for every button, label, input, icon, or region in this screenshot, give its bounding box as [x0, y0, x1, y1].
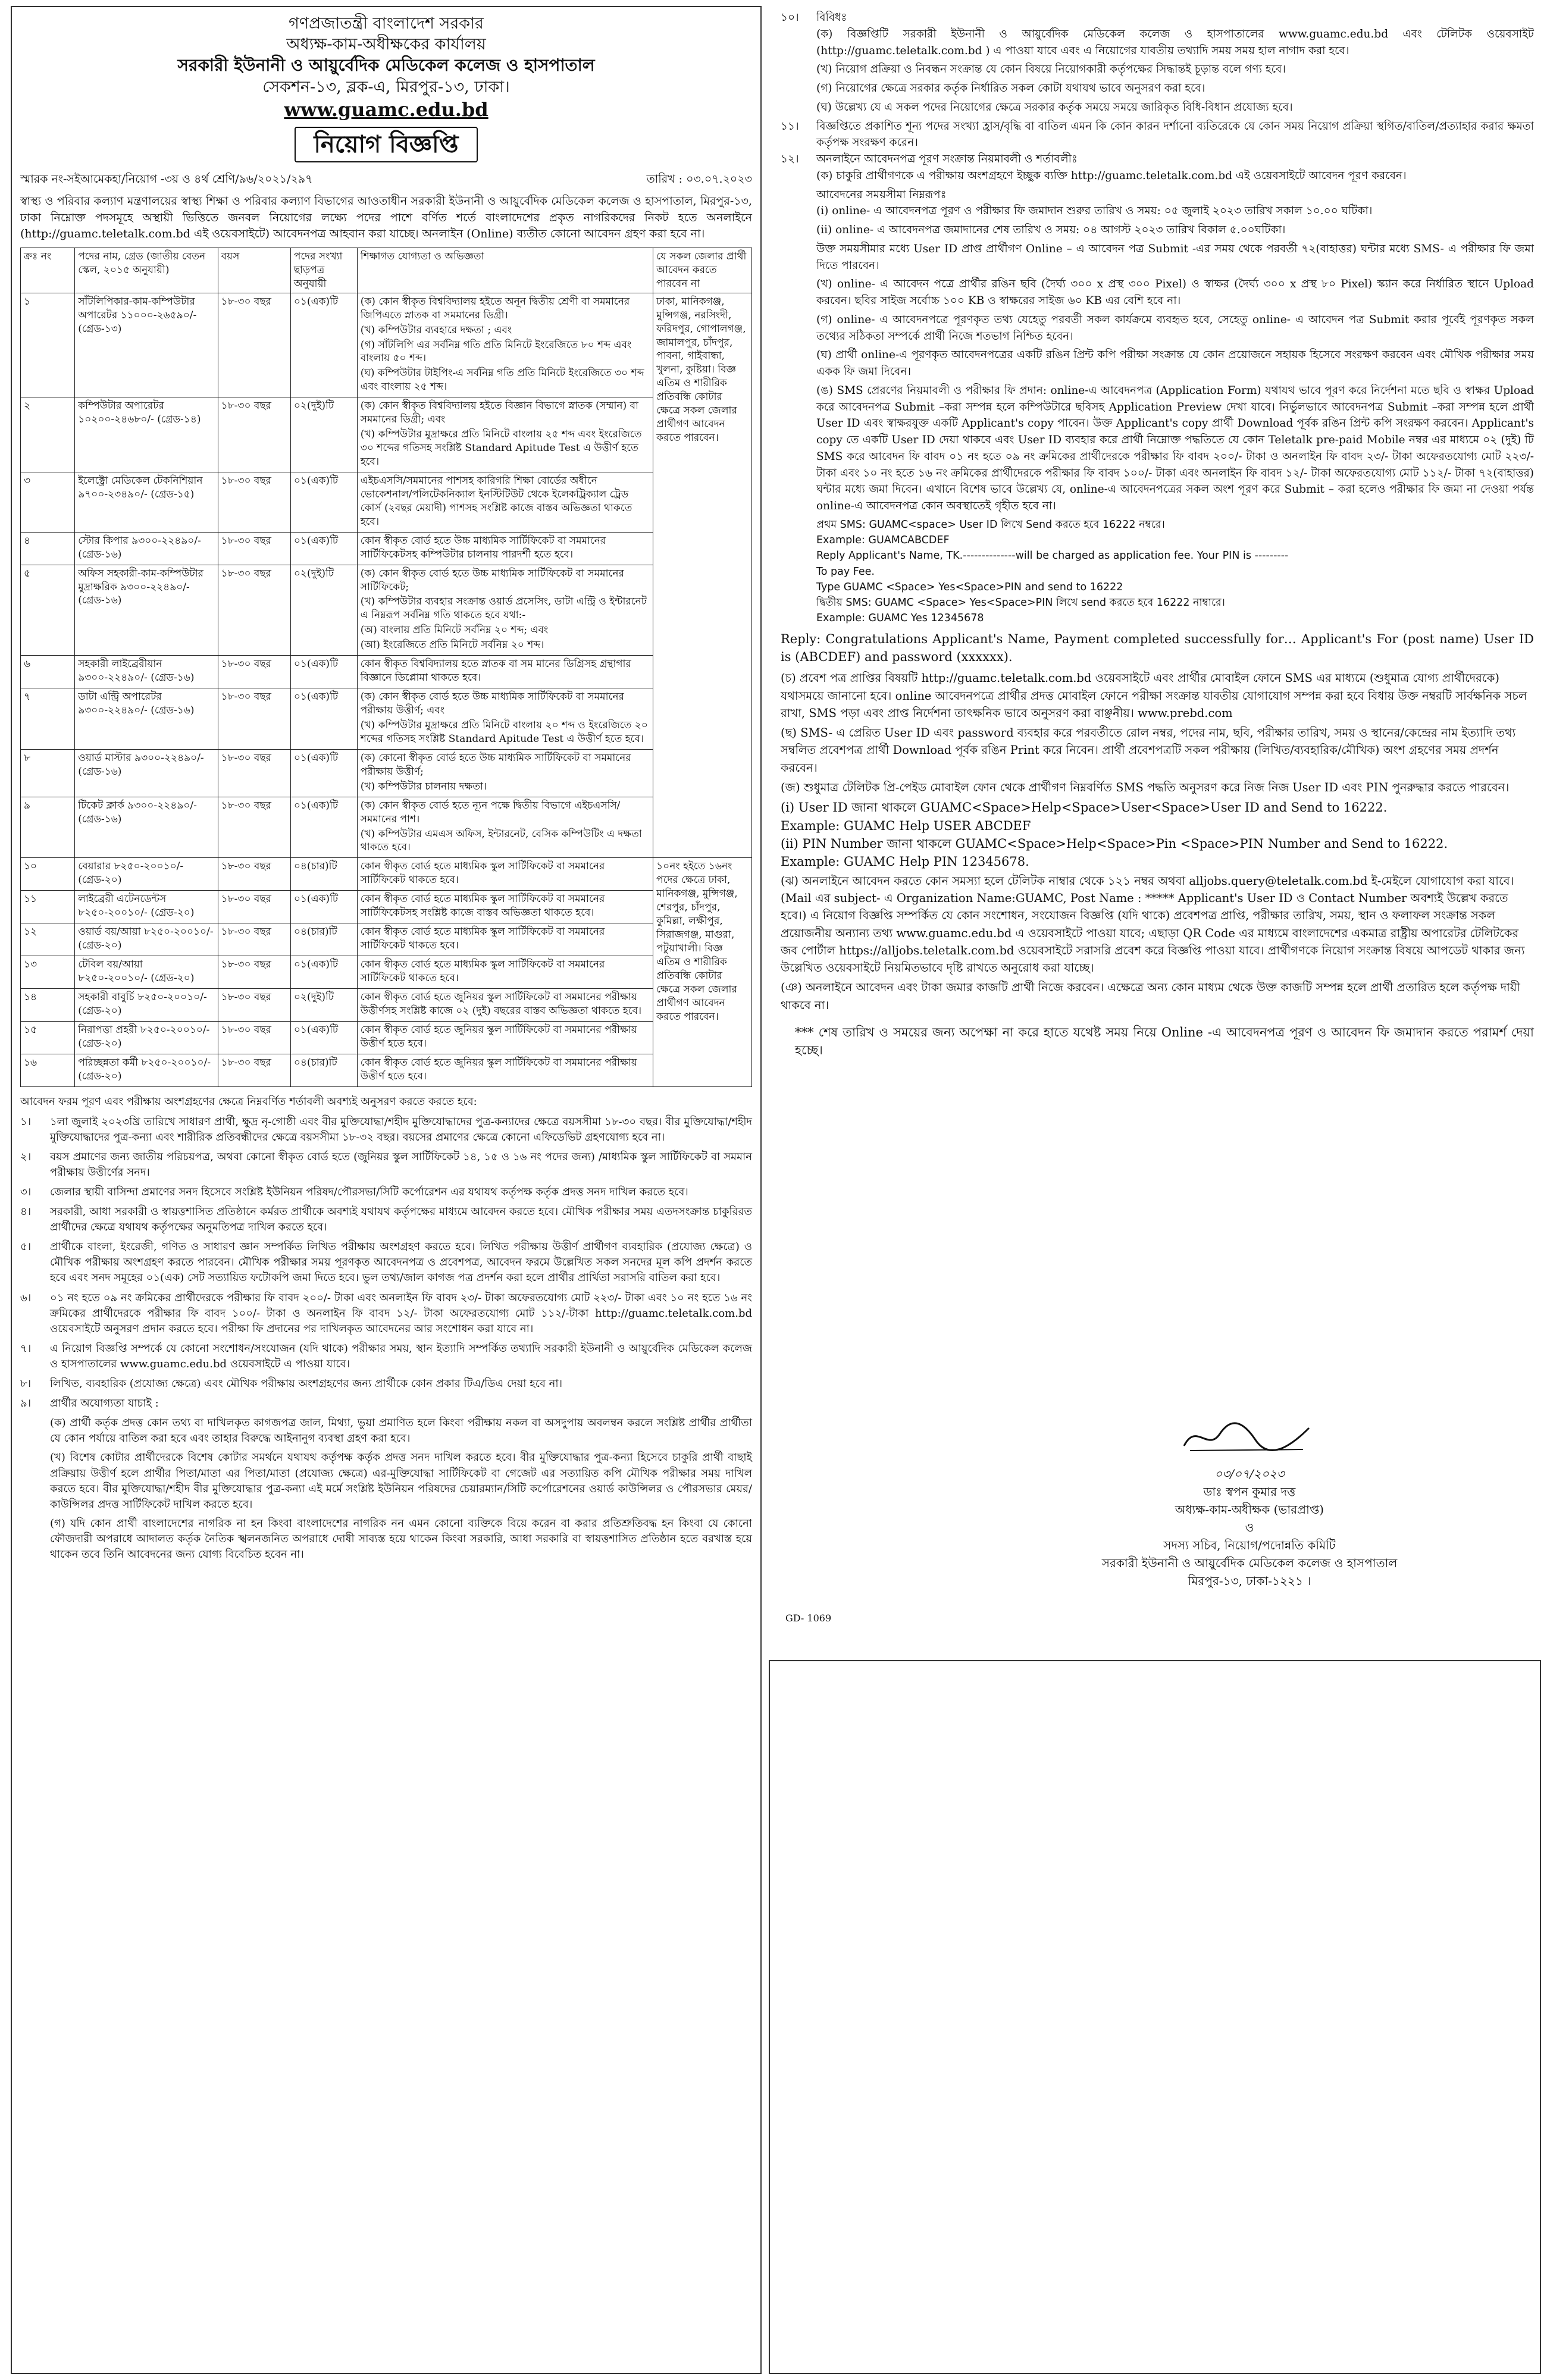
sms-line: To pay Fee.: [816, 565, 875, 578]
cell-age: ১৮-৩০ বছর: [218, 749, 290, 797]
cell-qualification: [357, 293, 653, 397]
online-clause: (খ) online- এ আবেদন পত্রে প্রার্থীর রঙিন ছবি (দৈর্ঘ্য ৩০০ x প্রস্থ ৩০০ Pixel) ও স্বাক্ষর (দৈর্ঘ্য ৩০০ x প্রস্থ ৮০ Pixel) স্ক্যান করে নির্ধারিত স্থানে Upload করবেন। ছবির সাইজ সর্বোচ্চ ১০০ KB ও স্বাক্ষরের সাইজ ৬০ KB এর বেশি হবে না।: [816, 278, 1534, 307]
condition-item: [20, 1376, 752, 1392]
cell-age: ১৮-৩০ বছর: [218, 1054, 290, 1086]
qualification-line: (ক) কোন স্বীকৃত বোর্ড হতে ন্যূন পক্ষে দ্বিতীয় বিভাগে এইচএসসি/সমমানের পাশ।: [360, 799, 621, 825]
table-row: [21, 956, 752, 989]
district-note-b: ১০নং হইতে ১৬নং পদের ক্ষেত্রে ঢাকা, মানিকগঞ্জ, মুন্সিগঞ্জ, শেরপুর, চাঁদপুর, কুমিল্লা, লক্ষীপুর, সিরাজগঞ্জ, মাগুরা, পটুয়াখালী। বিজ্ঞ এতিম ও শারীরিক প্রতিবন্ধি কোটার ক্ষেত্রে সকল জেলার প্রার্থীগণ আবেদন করতে পারবেন।: [653, 858, 752, 1086]
condition-text: সরকারী, আধা সরকারী ও স্বায়ত্তশাসিত প্রতিষ্ঠানে কর্মরত প্রার্থীকে অবশ্যই যথাযথ কর্তৃপক্ষের মাধ্যমে আবেদন করতে হবে। মৌখিক পরীক্ষার সময় এতদসংক্রান্ত চাকুরিরত প্রার্থীদের ক্ষেত্রে যথাযথ কর্তৃপক্ষের অনুমতিপত্র দাখিল করতে হবে।: [50, 1205, 752, 1234]
cell-qualification: [357, 749, 653, 797]
institution-name: সরকারী ইউনানী ও আয়ুর্বেদিক মেডিকেল কলেজ ও হাসপাতাল: [177, 55, 595, 76]
cell-qualification: [357, 1054, 653, 1086]
cell-no: ৪: [21, 532, 75, 565]
cell-count: ০১(এক)টি: [290, 472, 357, 532]
condition-item: [20, 1204, 752, 1235]
cell-post: ডাটা এন্ট্রি অপারেটর ৯৩০০-২২৪৯০/- (গ্রেড-১৬): [75, 688, 218, 750]
cell-count: ০৪(চার)টি: [290, 923, 357, 956]
condition-text: ০১ নং হতে ০৯ নং ক্রমিকের প্রার্থীদেরকে পরীক্ষার ফি বাবদ ২০০/- টাকা এবং অনলাইন ফি বাবদ ২৩/- টাকা অফেরতযোগ্য মোট ২২৩/- টাকা এবং ১০ নং হতে ১৬ নং ক্রমিকের প্রার্থীদেরকে পরীক্ষার ফি বাবদ ১০০/- টাকা ও অনলাইন ফি বাবদ ১২/- টাকা অফেরতযোগ্য মোট ১১২/-টাকা http://guamc.teletalk.com.bd ওয়েবসাইটে অনুসরণ প্রদান করতে হবে। পরীক্ষা ফি প্রদানের পর দাখিলকৃত আবেদনের আর সংশোধন করা যাবে না।: [50, 1291, 752, 1335]
time-line: উক্ত সময়সীমার মধ্যে User ID প্রাপ্ত প্রার্থীগণ Online – এ আবেদন পত্র Submit -এর সময় থেকে পরবর্তী ৭২(বাহাত্তর) ঘন্টার মধ্যে SMS- এ পরীক্ষার ফি জমা দিতে পারবেন।: [816, 242, 1534, 272]
col-qualification: শিক্ষাগত যোগ্যতা ও অভিজ্ঞতা: [357, 248, 653, 293]
cell-qualification: [357, 858, 653, 891]
notice-left-column: [11, 6, 762, 2374]
signatory-committee: সদস্য সচিব, নিয়োগ/পদোন্নতি কমিটি: [1163, 1538, 1336, 1552]
sms-line: দ্বিতীয় SMS: GUAMC <Space> Yes<Space>PIN লিখে send করতে হবে 16222 নাম্বারে।: [816, 597, 1225, 609]
table-row: [21, 1021, 752, 1054]
cell-age: ১৮-৩০ বছর: [218, 891, 290, 923]
cell-qualification: [357, 565, 653, 656]
sms-line: Example: GUAMC Yes 12345678: [816, 612, 984, 625]
reference-line: [20, 171, 752, 190]
cell-count: ০১(এক)টি: [290, 891, 357, 923]
cell-post: পরিচ্ছন্নতা কর্মী ৮২৫০-২০০১০/- (গ্রেড-২০): [75, 1054, 218, 1086]
cell-age: ১৮-৩০ বছর: [218, 532, 290, 565]
qualification-line: (ক) কোন স্বীকৃত বিশ্ববিদ্যালয় হইতে বিজ্ঞান বিভাগে স্নাতক (সম্মান) বা সমমানের ডিগ্রী; এবং: [360, 400, 638, 426]
cell-age: ১৮-৩০ বছর: [218, 656, 290, 688]
address-line: সেকশন-১৩, ব্লক-এ, মিরপুর-১৩, ঢাকা।: [262, 77, 510, 96]
condition-number: ৬।: [20, 1291, 32, 1304]
govt-line: গণপ্রজাতন্ত্রী বাংলাদেশ সরকার: [289, 14, 484, 33]
condition-number: ৭।: [20, 1342, 32, 1355]
cell-count: ০৪(চার)টি: [290, 1054, 357, 1086]
cell-post: লাইব্রেরী এটেনডেন্টস ৮২৫০-২০০১০/- (গ্রেড-২০): [75, 891, 218, 923]
condition-item: [20, 1396, 752, 1411]
condition-item: [20, 1185, 752, 1200]
qualification-line: এইচএসসি/সমমানের পাশসহ কারিগরি শিক্ষা বোর্ডের অধীনে ভোকেশনাল/পলিটেকনিক্যাল ইনস্টিটিউট থেকে ইলেকট্রিক্যাল ট্রেড কোর্স (২বছর মেয়াদী) পাশসহ সংশ্লিষ্ট কাজে বাস্তব অভিজ্ঞতা থাকতে হবে।: [360, 474, 632, 528]
qualification-line: (খ) কম্পিউটার মুদ্রাক্ষরে প্রতি মিনিটে বাংলায় ২০ শব্দ ও ইংরেজিতে ২০ শব্দের গতিসহ সংশ্লিষ্ট Standard Apitude Test এ উত্তীর্ণ হতে হবে।: [360, 719, 648, 745]
cell-count: ০১(এক)টি: [290, 956, 357, 989]
disqualification-clause: (ক) প্রার্থী কর্তৃক প্রদত্ত কোন তথ্য বা দাখিলকৃত কাগজপত্র জাল, মিথ্যা, ভুয়া প্রমাণিত হলে কিংবা পরীক্ষায় নকল বা অসদুপায় অবলম্বন করলে সংশ্লিষ্ট প্রার্থীর প্রার্থীতা যে কোন পর্যায়ে বাতিল করা হবে এবং তাহার বিরুদ্ধে আইনানুগ ব্যবস্থা গ্রহণ করা হবে।: [50, 1417, 752, 1445]
col-post: পদের নাম, গ্রেড (জাতীয় বেতন স্কেল, ২০১৫ অনুযায়ী): [75, 248, 218, 293]
qualification-line: (ঘ) কম্পিউটার টাইপিং-এ সর্বনিম্ন গতি প্রতি মিনিটে ইংরেজিতে ৩০ শব্দ এবং বাংলায় ২৫ শব্দ।: [360, 367, 644, 393]
cell-qualification: [357, 1021, 653, 1054]
table-row: [21, 688, 752, 750]
online-application-section: ১২। অনলাইনে আবেদনপত্র পূরণ সংক্রান্ত নিয়মাবলী ও শর্তাবলীঃ (ক) চাকুরি প্রার্থীগণকে এ পরীক্ষায় অংশগ্রহণে ইচ্ছুক ব্যক্তি http://guamc.teletalk.com.bd এই ওয়েবসাইটে আবেদন পূরণ করবেন। আবেদনের সময়সীমা নিম্নরূপঃ (i) online- এ আবেদনপত্র পূরণ ও পরীক্ষার ফি জমাদান শুরুর তারিখ ও সময়: ০৫ জুলাই ২০২৩ তারিখ সকাল ১০.০০ ঘটিকা। (ii) online- এ আবেদনপত্র জমাদানের শেষ তারিখ ও সময়: ০৪ আগস্ট ২০২৩ তারিখ বিকাল ৫.০০ঘটিকা। উক্ত সময়সীমার মধ্যে User ID প্রাপ্ত প্রার্থীগণ Online – এ আবেদন পত্র Submit -এর সময় থেকে পরবর্তী ৭২(বাহাত্তর) ঘন্টার মধ্যে SMS- এ পরীক্ষার ফি জমা দিতে পারবেন। (খ) online- এ আবেদন পত্রে প্রার্থীর রঙিন ছবি (দৈর্ঘ্য ৩০০ x প্রস্থ ৩০০ Pixel) ও স্বাক্ষর (দৈর্ঘ্য ৩০০ x প্রস্থ ৮০ Pixel) স্ক্যান করে নির্ধারিত স্থানে Upload করবেন। ছবির সাইজ সর্বোচ্চ ১০০ KB ও স্বাক্ষরের সাইজ ৬০ KB এর বেশি হবে না। (গ) online- এ আবেদনপত্রে পূরণকৃত তথ্য যেহেতু পরবর্তী সকল কার্যক্রমে ব্যবহৃত হবে, সেহেতু online- এ আবেদন পত্র Submit করার পূর্বেই পূরণকৃত সকল তথ্যের সঠিকতা সম্পর্কে প্রার্থী নিজে শতভাগ নিশ্চিত হবেন। (ঘ) প্রার্থী online-এ পূরণকৃত আবেদনপত্রের একটি রঙিন প্রিন্ট কপি পরীক্ষা সংক্রান্ত যে কোন প্রয়োজনে সহায়ক হিসেবে সংরক্ষণ করবেন এবং মৌখিক পরীক্ষার সময় একক ফি জমা দিবেন। (ঙ) SMS প্রেরণের নিয়মাবলী ও পরীক্ষার ফি প্রদান: online-এ আবেদনপত্র (Application Form) যথাযথ ভাবে পূরণ করে নির্দেশনা মতে ছবি ও স্বাক্ষর Upload করে আবেদনপত্র Submit –করা সম্পন্ন হলে কম্পিউটারে ছবিসহ Application Preview দেখা যাবে। নির্ভুলভাবে আবেদনপত্র Submit –করা সম্পন্ন হলে প্রার্থী User ID এবং স্বাক্ষরযুক্ত একটি Applicant's copy পাবেন। উক্ত Applicant's copy প্রার্থী Download পূর্বক রঙিন প্রিন্ট কপি সংরক্ষণ করবেন। Applicant's copy তে একটি User ID দেয়া থাকবে এবং User ID ব্যবহার করে প্রার্থী নিম্নোক্ত পদ্ধতিতে যে কোন Teletalk pre-paid Mobile নম্বর এর মাধ্যমে ০২ (দুই) টি SMS করে আবেদন ফি বাবদ ০১ নং হতে ০৯ নং ক্রমিকের প্রার্থীদেরকে পরীক্ষার ফি বাবদ ২০০/- টাকা ও অনলাইন ফি বাবদ ২৩/- টাকা অফেরতযোগ্য মোট ২২৩/- টাকা এবং ১০ নং হতে ১৬ নং ক্রমিকের প্রার্থীদেরকে পরীক্ষার ফি বাবদ ১০০/- টাকা এবং অনলাইন ফি বাবদ ১২/- টাকা অফেরতযোগ্য মোট ১১২/- টাকা ৭২(বাহাত্তর) ঘন্টার মধ্যে জমা দিবেন। এখানে বিশেষ ভাবে উল্লেখ্য যে, online-এ আবেদনপত্রের সকল অংশ পূরণ করে Submit – করা হলেও পরীক্ষার ফি জমা না দেওয়া পর্যন্ত online-এ আবেদনপত্র কোন অবস্থাতেই গৃহীত হবে না। প্রথম SMS: GUAMC<space> User ID লিখে Send করতে হবে 16222 নম্বরে। Example: GUAMCABCDEF Reply Applicant's Name, TK.--------------will be charged as application fee. Your PIN is --------- To pay Fee. Type GUAMC <Space> Yes<Space>PIN and send to 16222 দ্বিতীয় SMS: GUAMC <Space> Yes<Space>PIN লিখে send করতে হবে 16222 নাম্বারে। Example: GUAMC Yes 12345678: [781, 151, 1534, 627]
col-serial: ক্রঃ নং: [21, 248, 75, 293]
qualification-line: কোন স্বীকৃত বোর্ড হতে জুনিয়র স্কুল সার্টিফিকেট বা সমমানের পরীক্ষায় উত্তীর্ণ হতে হবে।: [360, 1023, 637, 1050]
condition-text: প্রার্থীর অযোগ্যতা যাচাই :: [50, 1397, 159, 1410]
condition-text: ১লা জুলাই ২০২৩খ্রি তারিখে সাধারণ প্রার্থী, ক্ষুদ্র নৃ-গোষ্ঠী এবং বীর মুক্তিযোদ্ধা/শহীদ মুক্তিযোদ্ধাদের পুত্র-কন্যাদের ক্ষেত্রে বয়সসীমা ১৮-৩০ বছর। বীর মুক্তিযোদ্ধা/শহীদ মুক্তিযোদ্ধাদের পুত্র-কন্যা এবং শারীরিক প্রতিবন্ধীদের ক্ষেত্রে বয়সসীমা ১৮-৩২ বছর। বয়সের প্রমাণের ক্ষেত্রে কোনো এফিডেভিট গ্রহণযোগ্য হবে না।: [50, 1115, 752, 1144]
qualification-line: কোন স্বীকৃত বোর্ড হতে মাধ্যমিক স্কুল সার্টিফিকেট বা সমমানের সার্টিফিকেট থাকতে হবে।: [360, 860, 605, 887]
condition-number: ২।: [20, 1150, 32, 1163]
signature-scrawl-icon: [1172, 1416, 1327, 1458]
cell-count: ০১(এক)টি: [290, 532, 357, 565]
cell-qualification: [357, 988, 653, 1021]
memo-number: স্মারক নং-সইআমেকহা/নিয়োগ -৩য় ও ৪র্থ শ্রেণি/৯৬/২০২১/২৯৭: [20, 173, 313, 186]
cell-no: ১৬: [21, 1054, 75, 1086]
cell-qualification: [357, 797, 653, 858]
cell-no: ৫: [21, 565, 75, 656]
online-clause: (গ) online- এ আবেদনপত্রে পূরণকৃত তথ্য যেহেতু পরবর্তী সকল কার্যক্রমে ব্যবহৃত হবে, সেহেতু online- এ আবেদন পত্র Submit করার পূর্বেই পূরণকৃত সকল তথ্যের সঠিকতা সম্পর্কে প্রার্থী নিজে শতভাগ নিশ্চিত হবেন।: [816, 313, 1534, 343]
signature-block: [1012, 1416, 1488, 1590]
posts-table: [20, 248, 752, 1087]
sms-line: Reply Applicant's Name, TK.--------------will be charged as application fee. Your PIN is ---------: [816, 550, 1289, 562]
condition-text: বয়স প্রমাণের জন্য জাতীয় পরিচয়পত্র, অথবা কোনো স্বীকৃত বোর্ড হতে (জুনিয়র স্কুল সার্টিফিকেট ১৪, ১৫ ও ১৬ নং পদের জন্য) /মাধ্যমিক স্কুল সার্টিফিকেট বা সমমান পরীক্ষায় উত্তীর্ণের সনদ।: [50, 1150, 752, 1179]
signatory-name: ডাঃ স্বপন কুমার দত্ত: [1203, 1485, 1296, 1499]
cell-post: সহকারী বাবুর্চি ৮২৫০-২০০১০/- (গ্রেড-২০): [75, 988, 218, 1021]
qualification-line: কোন স্বীকৃত বোর্ড হতে মাধ্যমিক স্কুল সার্টিফিকেট বা সমমানের সার্টিফিকেটসহ সংশ্লিষ্ট কাজে বাস্তব অভিজ্ঞতা থাকতে হবে।: [360, 893, 605, 919]
cell-qualification: [357, 923, 653, 956]
cell-post: বেয়ারার ৮২৫০-২০০১০/- (গ্রেড-২০): [75, 858, 218, 891]
misc-clause: (গ) নিয়োগের ক্ষেত্রে সরকার কর্তৃক নির্ধারিত সকল কোটা যথাযথ ভাবে অনুসরণ করা হবে।: [816, 82, 1205, 95]
qualification-line: (ক) কোন স্বীকৃত বোর্ড হতে উচ্চ মাধ্যমিক সার্টিফিকেট বা সমমানের পরীক্ষায় উত্তীর্ণ; এবং: [360, 691, 624, 717]
table-row: [21, 988, 752, 1021]
misc-heading: বিবিধঃ: [816, 11, 847, 24]
admit-clause: (জ) শুধুমাত্র টেলিটক প্রি-পেইড মোবাইল ফোন থেকে প্রার্থীগণ নিম্নবর্ণিত SMS পদ্ধতি অনুসরণ করে নিজ নিজ User ID এবং PIN পুনরুদ্ধার করতে পারবেন।: [781, 780, 1510, 794]
cell-count: ০২(দুই)টি: [290, 988, 357, 1021]
cell-qualification: [357, 532, 653, 565]
cell-age: ১৮-৩০ বছর: [218, 956, 290, 989]
condition-number: ৯।: [20, 1397, 32, 1410]
cell-no: ৬: [21, 656, 75, 688]
cell-age: ১৮-৩০ বছর: [218, 397, 290, 472]
time-heading: আবেদনের সময়সীমা নিম্নরূপঃ: [816, 188, 947, 201]
qualification-line: (আ) ইংরেজিতে প্রতি মিনিটে সর্বনিম্ন ২০ শব্দ।: [360, 639, 544, 652]
signatory-and: ও: [1245, 1520, 1254, 1535]
qualification-line: কোন স্বীকৃত বোর্ড হতে মাধ্যমিক স্কুল সার্টিফিকেট বা সমমানের সার্টিফিকেট থাকতে হবে।: [360, 926, 605, 952]
cell-post: স্টোর কিপার ৯৩০০-২২৪৯০/- (গ্রেড-১৬): [75, 532, 218, 565]
cell-post: টিকেট ক্লার্ক ৯৩০০-২২৪৯০/- (গ্রেড-১৬): [75, 797, 218, 858]
condition-text: প্রার্থীকে বাংলা, ইংরেজী, গণিত ও সাধারণ জ্ঞান সম্পর্কিত লিখিত পরীক্ষায় অংশগ্রহণ করতে হবে। লিখিত পরীক্ষায় উত্তীর্ণ প্রার্থীগণ ব্যবহারিক (প্রযোজ্য ক্ষেত্রে) ও মৌখিক পরীক্ষায় অংশগ্রহণ করতে পারবেন। মৌখিক পরীক্ষার সময় পূরণকৃত আবেদনপত্র ও প্রবেশপত্র, আবেদন ফরমে উল্লেখিত সকল সনদের মূল কপি প্রদর্শন করতে হবে এবং সনদ সমূহের ০১(এক) সেট সত্যায়িত ফটোকপি জমা দিতে হবে। ভুল তথ্য/জাল কাগজ পত্র প্রদর্শন করা হলে প্রার্থীর প্রার্থিতা সরাসরি বাতিল করা হবে।: [50, 1241, 752, 1285]
cell-post: নিরাপত্তা প্রহরী ৮২৫০-২০০১০/- (গ্রেড-২০): [75, 1021, 218, 1054]
condition-number: ৮।: [20, 1377, 32, 1391]
col-districts: যে সকল জেলার প্রার্থী আবেদন করতে পারবেন না: [653, 248, 752, 293]
condition-number: ৩।: [20, 1186, 32, 1198]
qualification-line: কোন স্বীকৃত বিশ্ববিদ্যালয় হতে স্নাতক বা সম মানের ডিগ্রিসহ গ্রন্থাগার বিজ্ঞানে ডিপ্লোমা থাকতে হবে।: [360, 658, 631, 684]
time-line: (i) online- এ আবেদনপত্র পূরণ ও পরীক্ষার ফি জমাদান শুরুর তারিখ ও সময়: ০৫ জুলাই ২০২৩ তারিখ সকাল ১০.০০ ঘটিকা।: [816, 205, 1373, 218]
signatory-address: মিরপুর-১৩, ঢাকা-১২২১ ।: [1188, 1574, 1311, 1588]
disqualification-clause: (গ) যদি কোন প্রার্থী বাংলাদেশের নাগরিক না হন কিংবা বাংলাদেশের নাগরিক নন এমন কোনো ব্যক্তিকে বিয়ে করেন বা করার প্রতিশ্রুতিবদ্ধ হন কিংবা যে কোনো ফৌজদারী অপরাধে আদালত কর্তৃক নৈতিক স্খলনজনিত অপরাধে দোষী সাব্যস্ত হয়ে থাকেন কিংবা সরকারি, আধা সরকারি বা স্বায়ত্তশাসিত প্রতিষ্ঠান হতে বরখাস্ত হয়ে থাকেন তবে তিনি আবেদনের জন্য যোগ্য বিবেচিত হবেন না।: [50, 1517, 752, 1561]
cell-no: ৮: [21, 749, 75, 797]
qualification-line: (ক) কোনো স্বীকৃত বোর্ড হতে উচ্চ মাধ্যমিক সার্টিফিকেট বা সমমানের পরীক্ষায় উত্তীর্ণ;: [360, 751, 631, 778]
online-heading: অনলাইনে আবেদনপত্র পূরণ সংক্রান্ত নিয়মাবলী ও শর্তাবলীঃ: [816, 153, 1078, 165]
contact-clause: (ঝ) অনলাইনে আবেদন করতে কোন সমস্যা হলে টেলিটক নাম্বার থেকে ১২১ নম্বর অথবা alljobs.query@teletalk.com.bd ই-মেইলে যোগাযোগ করা যাবে। (Mail এর subject- এ Organization Name:GUAMC, Post Name : ***** Applicant's User ID ও Contact Number অবশ্যই উল্লেখ করতে হবে।) এ নিয়োগ বিজ্ঞপ্তি সম্পর্কিত যে কোন সংশোধন, সংযোজন বিজ্ঞপ্তি (যদি থাকে) প্রবেশপত্র প্রাপ্তি, পরীক্ষার তারিখ, সময়, স্থান ও ফলাফল সংক্রান্ত সকল প্রয়োজনীয় অন্যান্য তথ্য www.guamc.edu.bd এ ওয়েবসাইটে পাওয়া যাবে; এছাড়া QR Code এর মাধ্যমে বাংলাদেশের একমাত্র রাষ্ট্রীয় অপারেটর টেলিটকের জব পোর্টাল https://alljobs.teletalk.com.bd ওয়েবসাইটে সরাসরি প্রবেশ করে বিজ্ঞপ্তি পাওয়া যাবে। প্রার্থীগণকে নিয়োগ সংক্রান্ত বিষয়ে আপডেট থাকার জন্য উল্লেখিত ওয়েবসাইটে নিয়মিতভাবে দৃষ্টি রাখতে অনুরোধ করা যাচ্ছে।: [781, 873, 1525, 975]
table-row: [21, 656, 752, 688]
cell-age: ১৮-৩০ বছর: [218, 565, 290, 656]
table-row: [21, 797, 752, 858]
cell-no: ৭: [21, 688, 75, 750]
sms-line: Example: GUAMCABCDEF: [816, 534, 950, 546]
condition-item: [20, 1114, 752, 1145]
qualification-line: (খ) কম্পিউটার ব্যবহার সংক্রান্ত ওয়ার্ড প্রসেসিং, ডাটা এন্ট্রি ও ইন্টারনেট এ নিম্নরূপ সর্বনিম্ন গতি থাকতে হবে যথা:-: [360, 596, 647, 622]
table-row: [21, 397, 752, 472]
condition-item: [20, 1341, 752, 1372]
qualification-line: (খ) কম্পিউটার চালনায় দক্ষতা।: [360, 780, 487, 793]
misc-section: ১০। বিবিধঃ (ক) বিজ্ঞপ্তিটি সরকারী ইউনানী ও আয়ুর্বেদিক মেডিকেল কলেজ ও হাসপাতালের www.guamc.edu.bd এবং টেলিটক ওয়েবসাইট (http://guamc.teletalk.com.bd ) এ পাওয়া যাবে এবং এ নিয়োগের যাবতীয় তথ্যাদি সময় সময় হাল নাগাদ করা হবে। (খ) নিয়োগ প্রক্রিয়া ও নিবন্ধন সংক্রান্ত যে কোন বিষয়ে নিয়োগকারী কর্তৃপক্ষের সিদ্ধান্তই চূড়ান্ত বলে গণ্য হবে। (গ) নিয়োগের ক্ষেত্রে সরকার কর্তৃক নির্ধারিত সকল কোটা যথাযথ ভাবে অনুসরণ করা হবে। (ঘ) উল্লেখ্য যে এ সকল পদের নিয়োগের ক্ষেত্রে সরকার কর্তৃক সময়ে সময়ে জারিকৃত বিধি-বিধান প্রযোজ্য হবে।: [781, 10, 1534, 118]
cell-post: অফিস সহকারী-কাম-কম্পিউটার মুদ্রাক্ষরিক ৯৩০০-২২৪৯০/- (গ্রেড-১৬): [75, 565, 218, 656]
sms-line: প্রথম SMS: GUAMC<space> User ID লিখে Send করতে হবে 16222 নম্বরে।: [816, 518, 1165, 531]
signature-date: ০৩/০৭/২০২৩: [1214, 1467, 1285, 1481]
cell-age: ১৮-৩০ বছর: [218, 293, 290, 397]
cell-count: ০১(এক)টি: [290, 688, 357, 750]
cell-qualification: [357, 656, 653, 688]
cell-qualification: [357, 472, 653, 532]
cell-post: সহকারী লাইব্রেরীয়ান ৯৩০০-২২৪৯০/- (গ্রেড-১৬): [75, 656, 218, 688]
recover-line: (i) User ID জানা থাকলে GUAMC<Space>Help<Space>User<Space>User ID and Send to 16222.: [781, 800, 1388, 815]
disqualification-clause: (খ) বিশেষ কোটার প্রার্থীদেরকে বিশেষ কোটার সমর্থনে যথাযথ কর্তৃপক্ষ কর্তৃক প্রদত্ত সনদ দাখিল করতে হবে। বীর মুক্তিযোদ্ধার পুত্র-কন্যা হিসেবে চাকুরি প্রার্থী বাছাই প্রক্রিয়ায় উত্তীর্ণ হলে প্রার্থীর পিতা/মাতা এর পিতা/মাতা (প্রযোজ্য ক্ষেত্রে) এর-মুক্তিযোদ্ধা সার্টিফিকেট বা গেজেট এর সত্যায়িত কপি মৌখিক পরীক্ষার সময় দাখিল করতে হবে। বীর মুক্তিযোদ্ধা/শহীদ বীর মুক্তিযোদ্ধার পুত্র-কন্যা এই মর্মে সংশ্লিষ্ট ইউনিয়ন পরিষদের চেয়ারম্যান/সিটি কর্পোরেশনের ওয়ার্ড কাউন্সিলর ও পৌরসভার মেয়র/কাউন্সিলর প্রদত্ত সার্টিফিকেট দাখিল করতে হবে।: [50, 1451, 752, 1511]
qualification-line: কোন স্বীকৃত বোর্ড হতে উচ্চ মাধ্যমিক সার্টিফিকেট বা সমমানের সার্টিফিকেটসহ কম্পিউটার চালনায় পারদর্শী হতে হবে।: [360, 534, 606, 560]
signatory-title: অধ্যক্ষ-কাম-অধীক্ষক (ভারপ্রাপ্ত): [1175, 1502, 1324, 1517]
online-clause: (ঘ) প্রার্থী online-এ পূরণকৃত আবেদনপত্রের একটি রঙিন প্রিন্ট কপি পরীক্ষা সংক্রান্ত যে কোন প্রয়োজনে সহায়ক হিসেবে সংরক্ষণ করবেন এবং মৌখিক পরীক্ষার সময় একক ফি জমা দিবেন।: [816, 349, 1534, 378]
qualification-line: (ক) কোন স্বীকৃত বিশ্ববিদ্যালয় হইতে অনূন দ্বিতীয় শ্রেণী বা সমমানের জিপিএতে স্নাতক বা সমমানের ডিগ্রী।: [360, 295, 630, 321]
cell-count: ০১(এক)টি: [290, 656, 357, 688]
condition-number: ১।: [20, 1115, 32, 1128]
cell-no: ১৫: [21, 1021, 75, 1054]
qualification-line: (খ) কম্পিউটার এমএস অফিস, ইন্টারনেট, বেসিক কম্পিউটিং এ দক্ষতা থাকতে হবে।: [360, 828, 642, 854]
condition-number: ৫।: [20, 1241, 32, 1254]
website-link[interactable]: www.guamc.edu.bd: [284, 98, 488, 121]
table-row: [21, 472, 752, 532]
misc-clause: (ঘ) উল্লেখ্য যে এ সকল পদের নিয়োগের ক্ষেত্রে সরকার কর্তৃক সময়ে সময়ে জারিকৃত বিধি-বিধান প্রযোজ্য হবে।: [816, 101, 1293, 114]
cell-qualification: [357, 891, 653, 923]
qualification-line: (খ) কম্পিউটার মুদ্রাক্ষরে প্রতি মিনিটে বাংলায় ২৫ শব্দ এবং ইংরেজিতে ৩০ শব্দের গতিসহ সংশ্লিষ্ট Standard Apitude Test এ উত্তীর্ণ হতে হবে।: [360, 428, 642, 468]
cell-age: ১৮-৩০ বছর: [218, 1021, 290, 1054]
cell-no: ১০: [21, 858, 75, 891]
condition-number: ৪।: [20, 1205, 32, 1219]
recover-line: Example: GUAMC Help PIN 12345678.: [781, 854, 1029, 869]
cell-no: ১২: [21, 923, 75, 956]
qualification-line: কোন স্বীকৃত বোর্ড হতে জুনিয়র স্কুল সার্টিফিকেট বা সমমানের পরীক্ষায় উত্তীর্ণ হতে হবে।: [360, 1056, 637, 1082]
cell-no: ১: [21, 293, 75, 397]
col-age: বয়স: [218, 248, 290, 293]
office-line: অধ্যক্ষ-কাম-অধীক্ষকের কার্যালয়: [286, 35, 486, 54]
condition-item: [20, 1150, 752, 1180]
cell-age: ১৮-৩০ বছর: [218, 923, 290, 956]
cell-post: সাঁটলিপিকার-কাম-কম্পিউটার অপারেটর ১১০০০-২৬৫৯০/- (গ্রেড-১৩): [75, 293, 218, 397]
cell-qualification: [357, 688, 653, 750]
cell-age: ১৮-৩০ বছর: [218, 988, 290, 1021]
intro-paragraph: স্বাস্থ্য ও পরিবার কল্যাণ মন্ত্রণালয়ের স্বাস্থ্য শিক্ষা ও পরিবার কল্যাণ বিভাগের আওতাধীন সরকারী ইউনানী ও আয়ুর্বেদিক মেডিকেল কলেজ ও হাসপাতাল, মিরপুর-১৩, ঢাকা নিম্নোক্ত পদসমূহে অস্থায়ী ভিত্তিতে জনবল নিয়োগের লক্ষ্যে পদের পাশে বর্ণিত শর্তে বাংলাদেশের প্রকৃত নাগরিকদের নিকট হতে অনলাইনে (http://guamc.teletalk.com.bd এই ওয়েবসাইটে) আবেদনপত্র আহবান করা যাচ্ছে। অনলাইন (Online) ব্যতীত কোনো আবেদন গ্রহণ করা হবে না।: [20, 195, 752, 241]
misc-clause: (খ) নিয়োগ প্রক্রিয়া ও নিবন্ধন সংক্রান্ত যে কোন বিষয়ে নিয়োগকারী কর্তৃপক্ষের সিদ্ধান্তই চূড়ান্ত বলে গণ্য হবে।: [816, 63, 1286, 76]
blank-panel: [769, 1660, 1541, 2374]
col-count: পদের সংখ্যা ছাড়পত্র অনুযায়ী: [290, 248, 357, 293]
cell-no: ৩: [21, 472, 75, 532]
condition-item: [20, 1239, 752, 1286]
reply-text: Reply: Congratulations Applicant's Name, Payment completed successfully for… Applicant's For (post name) User ID is (ABCDEF) and password (xxxxxx).: [781, 631, 1534, 664]
cell-post: টেবিল বয়/আয়া ৮২৫০-২০০১০/- (গ্রেড-২০): [75, 956, 218, 989]
final-advice: *** শেষ তারিখ ও সময়ের জন্য অপেক্ষা না করে হাতে যথেষ্ট সময় নিয়ে Online -এ আবেদনপত্র পূরণ ও আবেদন ফি জমাদান করতে পরামর্শ দেয়া হচ্ছে।: [795, 1025, 1534, 1058]
condition-text: এ নিয়োগ বিজ্ঞপ্তি সম্পর্কে যে কোনো সংশোধন/সংযোজন (যদি থাকে) পরীক্ষার সময়, স্থান ইত্যাদি সম্পর্কিত তথ্যাদি সরকারী ইউনানী ও আয়ুর্বেদিক মেডিকেল কলেজ ও হাসপাতালের www.guamc.edu.bd ওয়েবসাইটে এ পাওয়া যাবে।: [50, 1342, 752, 1370]
recover-line: (ii) PIN Number জানা থাকলে GUAMC<Space>Help<Space>Pin <Space>PIN Number and Send to 16222.: [781, 837, 1448, 851]
notice-right-column: [774, 6, 1541, 1636]
condition-item: [20, 1291, 752, 1337]
cell-count: ০১(এক)টি: [290, 797, 357, 858]
cell-age: ১৮-৩০ বছর: [218, 797, 290, 858]
cell-qualification: [357, 397, 653, 472]
table-row: [21, 858, 752, 891]
qualification-line: (খ) কম্পিউটার ব্যবহারে দক্ষতা ; এবং: [360, 324, 512, 336]
signatory-institution: সরকারী ইউনানী ও আয়ুর্বেদিক মেডিকেল কলেজ ও হাসপাতাল: [1101, 1556, 1398, 1570]
cell-no: ২: [21, 397, 75, 472]
admit-clause: (চ) প্রবেশ পত্র প্রাপ্তির বিষয়টি http://guamc.teletalk.com.bd ওয়েবসাইটে এবং প্রার্থীর মোবাইল ফোনে SMS এর মাধ্যমে (শুধুমাত্র যোগ্য প্রার্থীদেরকে) যথাসময়ে জানানো হবে। online আবেদনপত্রে প্রার্থীর প্রদত্ত মোবাইল ফোনে পরীক্ষা সংক্রান্ত যাবতীয় যোগাযোগ সম্পন্ন করা হবে বিধায় উক্ত নম্বরটি সার্বক্ষনিক সচল রাখা, SMS পড়া এবং প্রাপ্ত নির্দেশনা তাৎক্ষনিক ভাবে অনুসরণ করা বাঞ্ছনীয়। www.prebd.com: [781, 671, 1527, 720]
table-header-row: [21, 248, 752, 293]
district-note-a: ঢাকা, মানিকগঞ্জ, মুন্সিগঞ্জ, নরসিংদী, ফরিদপুর, গোপালগঞ্জ, জামালপুর, চাঁদপুর, পাবনা, গাইবান্ধা, খুলনা, কুষ্টিয়া। বিজ্ঞ এতিম ও শারীরিক প্রতিবন্ধি কোটার ক্ষেত্রে সকল জেলার প্রার্থীগণ আবেদন করতে পারবেন।: [653, 293, 752, 858]
contact-clause: (ঞ) অনলাইনে আবেদন এবং টাকা জমার কাজটি প্রার্থী নিজে করবেন। এক্ষেত্রে অন্য কোন মাধ্যম থেকে উক্ত কাজটি সম্পন্ন হলে প্রার্থী প্রতারিত হলে কর্তৃপক্ষ দায়ী থাকবে না।: [781, 981, 1520, 1012]
qualification-line: কোন স্বীকৃত বোর্ড হতে মাধ্যমিক স্কুল সার্টিফিকেট বা সমমানের সার্টিফিকেট থাকতে হবে।: [360, 959, 605, 984]
recover-line: Example: GUAMC Help USER ABCDEF: [781, 818, 1031, 833]
table-row: [21, 891, 752, 923]
table-row: [21, 565, 752, 656]
conditions-heading: আবেদন ফরম পূরণ এবং পরীক্ষায় অংশগ্রহণের ক্ষেত্রে নিম্নবর্ণিত শর্তাবলী অবশ্যই অনুসরণ করতে করতে হবে:: [20, 1095, 477, 1108]
cell-no: ১৩: [21, 956, 75, 989]
condition-text: জেলার স্থায়ী বাসিন্দা প্রমাণের সনদ হিসেবে সংশ্লিষ্ট ইউনিয়ন পরিষদ/পৌরসভা/সিটি কর্পোরেশন এর যথাযথ কর্তৃপক্ষ কর্তৃক প্রদত্ত সনদ দাখিল করতে হবে।: [50, 1186, 688, 1198]
cell-no: ৯: [21, 797, 75, 858]
cell-qualification: [357, 956, 653, 989]
time-line: (ii) online- এ আবেদনপত্র জমাদানের শেষ তারিখ ও সময়: ০৪ আগস্ট ২০২৩ তারিখ বিকাল ৫.০০ঘটিকা।: [816, 224, 1286, 236]
table-row: [21, 293, 752, 397]
cell-count: ০২(দুই)টি: [290, 565, 357, 656]
cell-age: ১৮-৩০ বছর: [218, 688, 290, 750]
sms-line: Type GUAMC <Space> Yes<Space>PIN and send to 16222: [816, 581, 1123, 593]
qualification-line: (অ) বাংলায় প্রতি মিনিটে সর্বনিম্ন ২০ শব্দ; এবং: [360, 624, 549, 637]
qualification-line: কোন স্বীকৃত বোর্ড হতে জুনিয়র স্কুল সার্টিফিকেট বা সমমানের পরীক্ষায় উত্তীর্ণসহ সংশ্লিষ্ট কাজে ০২ (দুই) বছরের বাস্তব অভিজ্ঞতা থাকতে হবে।: [360, 991, 642, 1017]
conditions-section: [20, 1094, 752, 1563]
cell-count: ০৪(চার)টি: [290, 858, 357, 891]
cell-age: ১৮-৩০ বছর: [218, 472, 290, 532]
misc-clause: (ক) বিজ্ঞপ্তিটি সরকারী ইউনানী ও আয়ুর্বেদিক মেডিকেল কলেজ ও হাসপাতালের www.guamc.edu.bd এবং টেলিটক ওয়েবসাইট (http://guamc.teletalk.com.bd ) এ পাওয়া যাবে এবং এ নিয়োগের যাবতীয় তথ্যাদি সময় সময় হাল নাগাদ করা হবে।: [816, 27, 1534, 57]
qualification-line: (ক) কোন স্বীকৃত বোর্ড হতে উচ্চ মাধ্যমিক সার্টিফিকেট বা সমমানের সার্টিফিকেট;: [360, 567, 624, 593]
cell-post: ওয়ার্ড মাস্টার ৯৩০০-২২৪৯০/- (গ্রেড-১৬): [75, 749, 218, 797]
cell-post: কম্পিউটার অপারেটর ১০২০০-২৪৬৮০/- (গ্রেড-১৪): [75, 397, 218, 472]
cancel-clause: ১১। বিজ্ঞপ্তিতে প্রকাশিত শূন্য পদের সংখ্যা হ্রাস/বৃদ্ধি বা বাতিল এমন কি কোন কারন দর্শানো ব্যতিরেকে যে কোন সময় নিয়োগ প্রক্রিয়া স্থগিত/বাতিল/প্রত্যাহার করার ক্ষমতা কর্তৃপক্ষ সংরক্ষণ করেন।: [781, 120, 1534, 149]
cell-no: ১১: [21, 891, 75, 923]
cell-no: ১৪: [21, 988, 75, 1021]
qualification-line: (গ) সাঁটলিপি এর সর্বনিম্ন গতি প্রতি মিনিটে ইংরেজিতে ৮০ শব্দ এবং বাংলায় ৫০ শব্দ।: [360, 339, 632, 365]
cell-count: ০১(এক)টি: [290, 749, 357, 797]
notice-title: নিয়োগ বিজ্ঞপ্তি: [295, 127, 477, 162]
memo-date: তারিখ : ০৩.০৭.২০২৩: [646, 173, 752, 186]
cell-count: ০১(এক)টি: [290, 1021, 357, 1054]
condition-text: লিখিত, ব্যবহারিক (প্রযোজ্য ক্ষেত্রে) এবং মৌখিক পরীক্ষায় অংশগ্রহণের জন্য প্রার্থীকে কোন প্রকার টিএ/ডিএ দেয়া হবে না।: [50, 1377, 563, 1391]
cell-age: ১৮-৩০ বছর: [218, 858, 290, 891]
cell-post: ওয়ার্ড বয়/আয়া ৮২৫০-২০০১০/- (গ্রেড-২০): [75, 923, 218, 956]
cell-count: ০১(এক)টি: [290, 293, 357, 397]
cell-post: ইলেক্ট্রো মেডিকেল টেকনিশিয়ান ৯৭০০-২৩৪৯০/- (গ্রেড-১৫): [75, 472, 218, 532]
table-row: [21, 532, 752, 565]
table-row: [21, 749, 752, 797]
office-header: [20, 13, 752, 168]
cell-count: ০২(দুই)টি: [290, 397, 357, 472]
table-row: [21, 923, 752, 956]
admit-clause: (ছ) SMS- এ প্রেরিত User ID এবং password ব্যবহার করে পরবর্তীতে রোল নম্বর, পদের নাম, ছবি, পরীক্ষার তারিখ, সময় ও স্থানের/কেন্দ্রের নাম ইত্যাদি তথ্য সম্বলিত প্রবেশপত্র প্রার্থী Download পূর্বক রঙিন Print করে নিবেন। প্রার্থী প্রবেশপত্রটি সকল পরীক্ষায় (লিখিত/ব্যবহারিক/মৌখিক) অংশ গ্রহণের সময় প্রদর্শন করবেন।: [781, 726, 1516, 775]
gd-number: GD- 1069: [785, 1612, 832, 1624]
online-clause: (ঙ) SMS প্রেরণের নিয়মাবলী ও পরীক্ষার ফি প্রদান: online-এ আবেদনপত্র (Application Form) যথাযথ ভাবে পূরণ করে নির্দেশনা মতে ছবি ও স্বাক্ষর Upload করে আবেদনপত্র Submit –করা সম্পন্ন হলে কম্পিউটারে ছবিসহ Application Preview দেখা যাবে। নির্ভুলভাবে আবেদনপত্র Submit –করা সম্পন্ন হলে প্রার্থী User ID এবং স্বাক্ষরযুক্ত একটি Applicant's copy পাবেন। উক্ত Applicant's copy প্রার্থী Download পূর্বক রঙিন প্রিন্ট কপি সংরক্ষণ করবেন। Applicant's copy তে একটি User ID দেয়া থাকবে এবং User ID ব্যবহার করে প্রার্থী নিম্নোক্ত পদ্ধতিতে যে কোন Teletalk pre-paid Mobile নম্বর এর মাধ্যমে ০২ (দুই) টি SMS করে আবেদন ফি বাবদ ০১ নং হতে ০৯ নং ক্রমিকের প্রার্থীদেরকে পরীক্ষার ফি বাবদ ২০০/- টাকা ও অনলাইন ফি বাবদ ২৩/- টাকা অফেরতযোগ্য মোট ২২৩/- টাকা এবং ১০ নং হতে ১৬ নং ক্রমিকের প্রার্থীদেরকে পরীক্ষার ফি বাবদ ১০০/- টাকা এবং অনলাইন ফি বাবদ ১২/- টাকা অফেরতযোগ্য মোট ১১২/- টাকা ৭২(বাহাত্তর) ঘন্টার মধ্যে জমা দিবেন। এখানে বিশেষ ভাবে উল্লেখ্য যে, online-এ আবেদনপত্রের সকল অংশ পূরণ করে Submit – করা হলেও পরীক্ষার ফি জমা না দেওয়া পর্যন্ত online-এ আবেদনপত্র কোন অবস্থাতেই গৃহীত হবে না।: [816, 384, 1534, 512]
table-row: [21, 1054, 752, 1086]
online-apply-clause: (ক) চাকুরি প্রার্থীগণকে এ পরীক্ষায় অংশগ্রহণে ইচ্ছুক ব্যক্তি http://guamc.teletalk.com.bd এই ওয়েবসাইটে আবেদন পূরণ করবেন।: [816, 169, 1407, 182]
